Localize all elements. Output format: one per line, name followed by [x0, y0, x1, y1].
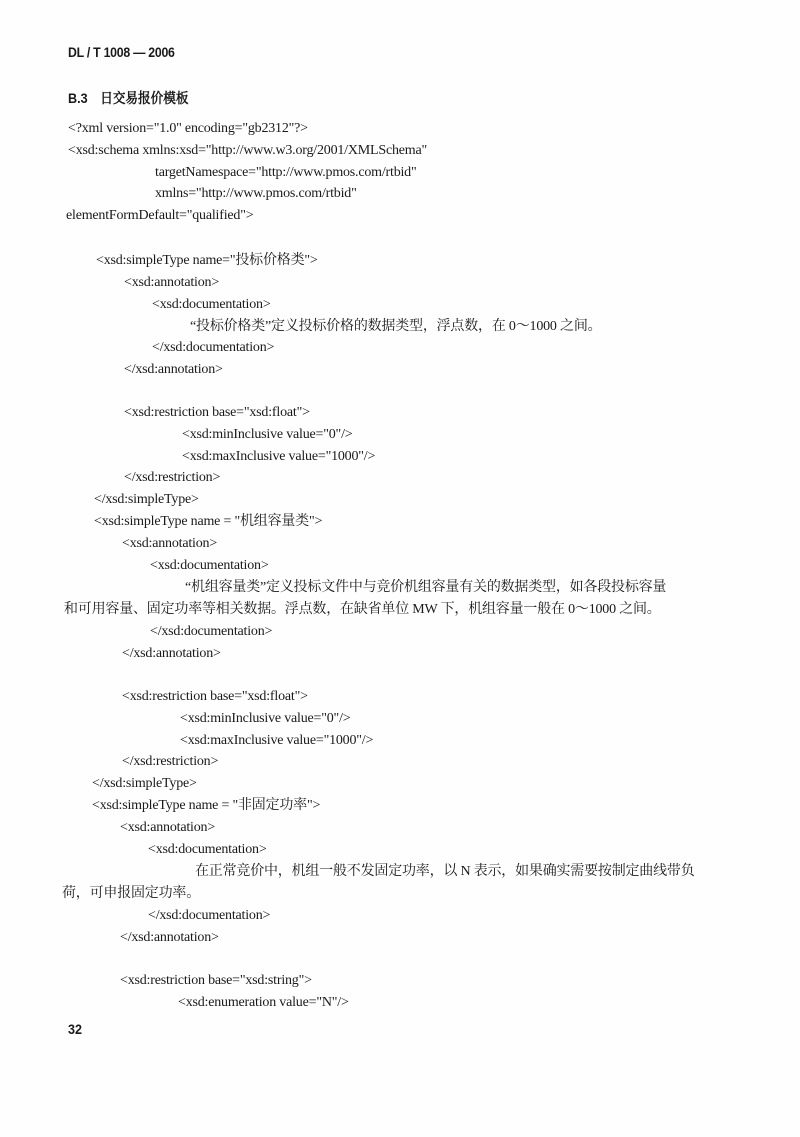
code-line: <xsd:maxInclusive value="1000"/>: [182, 449, 376, 464]
code-line: </xsd:documentation>: [152, 340, 275, 355]
code-line: targetNamespace="http://www.pmos.com/rtbid": [155, 165, 417, 180]
standard-header: DL / T 1008 — 2006: [68, 44, 175, 60]
code-line: <xsd:minInclusive value="0"/>: [182, 427, 353, 442]
section-number: B.3: [68, 90, 88, 106]
code-line: </xsd:annotation>: [124, 362, 223, 377]
code-line: <xsd:documentation>: [152, 297, 271, 312]
section-heading: [68, 88, 188, 108]
code-line: “投标价格类”定义投标价格的数据类型，浮点数，在 0～1000 之间。: [190, 319, 602, 334]
code-line: <xsd:simpleType name="投标价格类">: [96, 253, 318, 268]
code-line: <xsd:documentation>: [150, 558, 269, 573]
code-line: <xsd:annotation>: [120, 820, 216, 835]
code-line: <xsd:maxInclusive value="1000"/>: [180, 733, 374, 748]
code-line: 和可用容量、固定功率等相关数据。浮点数，在缺省单位 MW 下，机组容量一般在 0～1000 之间。: [64, 602, 661, 617]
code-line: xmlns="http://www.pmos.com/rtbid": [155, 186, 357, 201]
code-line: 荷，可申报固定功率。: [62, 886, 200, 901]
code-line: </xsd:simpleType>: [94, 492, 199, 507]
code-line: </xsd:annotation>: [120, 930, 219, 945]
code-line: <xsd:enumeration value="N"/>: [178, 995, 349, 1010]
code-line: <xsd:restriction base="xsd:string">: [120, 973, 312, 988]
code-line: <xsd:simpleType name = "非固定功率">: [92, 798, 321, 813]
page-number: 32: [68, 1021, 83, 1037]
code-line: 在正常竞价中，机组一般不发固定功率，以 N 表示，如果确实需要按制定曲线带负: [195, 864, 695, 879]
section-title: 日交易报价模板: [100, 90, 189, 106]
code-line: <xsd:simpleType name = "机组容量类">: [94, 514, 323, 529]
code-line: </xsd:documentation>: [150, 624, 273, 639]
code-line: <xsd:annotation>: [124, 275, 220, 290]
code-line: <xsd:schema xmlns:xsd="http://www.w3.org/2001/XMLSchema": [68, 143, 428, 158]
code-line: <xsd:restriction base="xsd:float">: [124, 405, 310, 420]
code-line: </xsd:simpleType>: [92, 776, 197, 791]
code-line: <xsd:annotation>: [122, 536, 218, 551]
code-line: <?xml version="1.0" encoding="gb2312"?>: [68, 121, 308, 136]
code-line: </xsd:restriction>: [122, 754, 219, 769]
code-line: <xsd:documentation>: [148, 842, 267, 857]
code-line: “机组容量类”定义投标文件中与竞价机组容量有关的数据类型，如各段投标容量: [185, 580, 667, 595]
code-line: elementFormDefault="qualified">: [66, 208, 254, 223]
code-line: <xsd:minInclusive value="0"/>: [180, 711, 351, 726]
code-line: <xsd:restriction base="xsd:float">: [122, 689, 308, 704]
code-line: </xsd:annotation>: [122, 646, 221, 661]
code-line: </xsd:documentation>: [148, 908, 271, 923]
code-line: </xsd:restriction>: [124, 470, 221, 485]
